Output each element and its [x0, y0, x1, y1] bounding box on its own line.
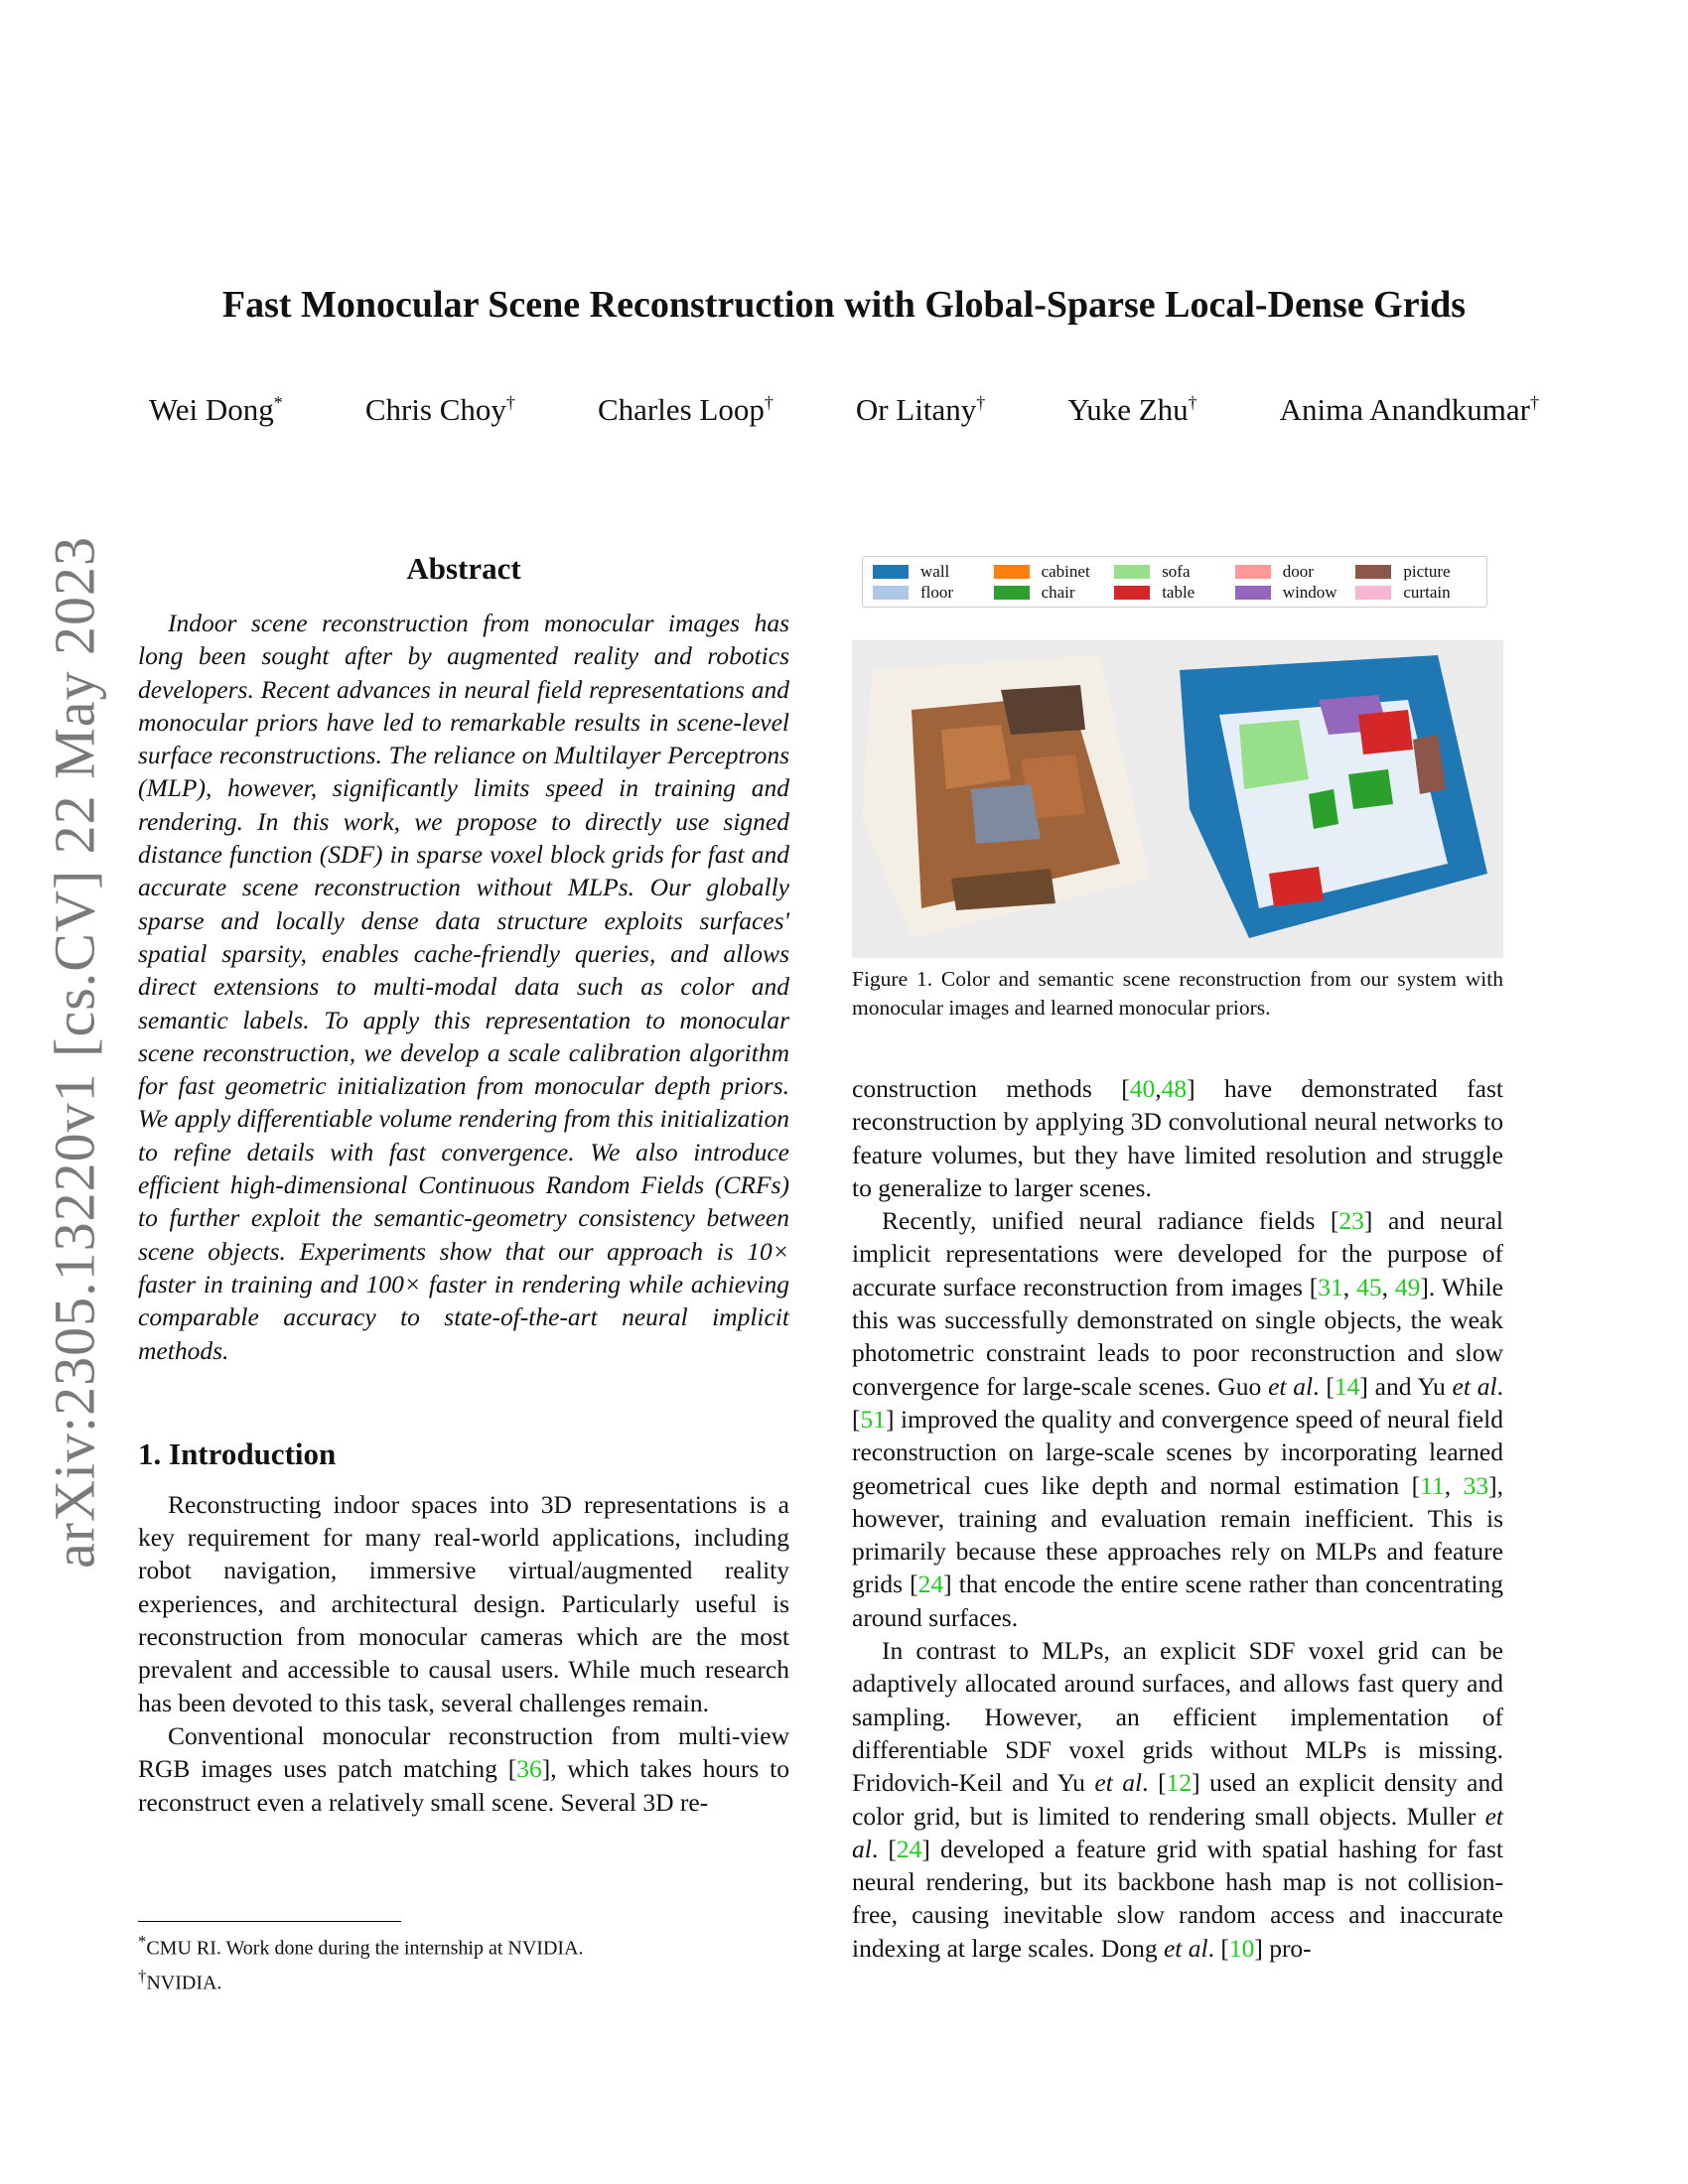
citation-link[interactable]: 24 [896, 1834, 922, 1863]
text-run: , [1155, 1074, 1162, 1103]
legend-label: sofa [1162, 561, 1191, 581]
abstract-heading: Abstract [406, 551, 521, 586]
legend-item-picture [1355, 561, 1477, 582]
legend-item-curtain [1355, 582, 1477, 603]
legend-swatch [994, 565, 1030, 579]
semantic-table [1358, 710, 1413, 754]
legend-item-chair [994, 582, 1115, 603]
right-paragraph-1 [852, 1072, 1503, 1204]
citation-link[interactable]: 23 [1338, 1206, 1364, 1236]
abstract-text: Indoor scene reconstruction from monocular images has long been sought after by augmented reality and robotics developers. Recent advances in neural field representations and monocular priors have led to remarkable results in scene-level surface reconstructions. The reliance on Multilayer Perceptrons (MLP), however, significantly limits speed in training and rendering. In this work, we propose to directly use signed distance function (SDF) in sparse voxel block grids for fast and accurate scene reconstruction without MLPs. Our globally sparse and locally dense data structure exploits surfaces' spatial sparsity, enables cache-friendly queries, and allows direct extensions to multi-modal data such as color and semantic labels. To apply this representation to monocular scene reconstruction, we develop a scale calibration algorithm for fast geometric initialization from monocular depth priors. We apply differentiable volume rendering from this initialization to refine details with fast convergence. We also introduce efficient high-dimensional Continuous Random Fields (CRFs) to further exploit the semantic-geometry consistency between scene objects. Experiments show that our approach is 10× faster in training and 100× faster in rendering while achieving comparable accuracy to state-of-the-art neural implicit methods. [138, 609, 789, 1365]
figure-1-image [852, 640, 1503, 958]
citation-link[interactable]: 36 [516, 1754, 542, 1784]
intro-paragraph-1: Reconstructing indoor spaces into 3D representations is a key requirement for many real-world applications, including robot navigation, immersive virtual/augmented reality experiences, and architectural design. Particularly useful is reconstruction from monocular cameras which are the most prevalent and accessible to causal users. While much research has been devoted to this task, several challenges remain. [138, 1489, 789, 1717]
text-run: ], however, training and evaluation remain inefficient. This is primarily because these approaches rely on MLPs and feature grids [ [852, 1470, 1503, 1599]
footnote-rule [138, 1921, 401, 1922]
color-room-rug [971, 784, 1041, 844]
legend-swatch [1114, 586, 1150, 600]
author-name: Charles Loop† [597, 392, 774, 427]
text-run: ] and Yu [1359, 1371, 1453, 1401]
color-room-sofa [941, 725, 1011, 789]
text-run: , [1381, 1272, 1395, 1301]
legend-swatch [994, 586, 1030, 600]
text-run: . [ [852, 1371, 1503, 1433]
footnote-1 [138, 1928, 789, 1963]
legend-item-window [1235, 582, 1356, 603]
affiliation-mark: † [1529, 392, 1539, 413]
text-run: . [ [871, 1834, 897, 1863]
citation-link[interactable]: 49 [1394, 1272, 1421, 1301]
affiliation-mark: † [976, 392, 986, 413]
text-run: construction methods [ [852, 1074, 1130, 1103]
paper-title: Fast Monocular Scene Reconstruction with Global-Sparse Local-Dense Grids [221, 284, 1467, 326]
right-paragraph-3 [852, 1634, 1503, 1965]
figure-1-caption: Figure 1. Color and semantic scene reconstruction from our system with monocular images and learned monocular priors. [852, 967, 1503, 1020]
italic-text: et al [1163, 1933, 1208, 1963]
semantic-chair-2 [1309, 789, 1338, 829]
legend-swatch [1235, 565, 1271, 579]
citation-link[interactable]: 12 [1166, 1768, 1193, 1798]
affiliation-mark: † [505, 392, 515, 413]
citation-link[interactable]: 24 [917, 1570, 944, 1599]
arxiv-identifier: arXiv:2305.13220v1 [cs.CV] 22 May 2023 [42, 535, 107, 1570]
legend-label: door [1282, 561, 1314, 581]
footnote-2 [138, 1963, 789, 1997]
italic-text: et al [1452, 1371, 1497, 1401]
legend-label: table [1162, 582, 1196, 602]
italic-text: et al [1268, 1371, 1314, 1401]
citation-link[interactable]: 51 [860, 1404, 886, 1433]
legend-item-floor [873, 582, 994, 603]
legend-label: wall [920, 561, 950, 581]
citation-link[interactable]: 45 [1356, 1272, 1382, 1301]
footnotes [138, 1921, 789, 1996]
citation-link[interactable]: 33 [1463, 1470, 1489, 1500]
semantic-chair [1348, 769, 1393, 809]
text-run: ]. While this was successfully demonstrated on single objects, the weak photometric constraint leads to poor reconstruction and slow convergence for large-scale scenes. Guo [852, 1272, 1504, 1401]
legend-label: picture [1403, 561, 1451, 581]
citation-link[interactable]: 14 [1334, 1371, 1360, 1401]
footnote-mark: * [138, 1932, 147, 1951]
text-run: , [1444, 1470, 1464, 1500]
citation-link[interactable]: 11 [1420, 1470, 1445, 1500]
author-name: Or Litany† [855, 392, 986, 427]
right-paragraph-2 [852, 1204, 1503, 1634]
legend-label: floor [920, 582, 954, 602]
text-run: ] have demonstrated fast reconstruction by applying 3D convolutional neural networks to feature volumes, but they have limited resolution and struggle to generalize to larger scenes. [852, 1074, 1503, 1202]
italic-text: et al [1094, 1768, 1143, 1798]
legend-swatch [1114, 565, 1150, 579]
citation-link[interactable]: 10 [1228, 1933, 1255, 1963]
legend-swatch [873, 586, 909, 600]
legend-item-cabinet [994, 561, 1115, 582]
legend-item-table [1114, 582, 1235, 603]
legend-item-sofa [1114, 561, 1235, 582]
semantic-sofa [1239, 720, 1309, 789]
footnote-text: NVIDIA. [146, 1972, 222, 1994]
legend-item-door [1235, 561, 1356, 582]
author-name: Anima Anandkumar† [1279, 392, 1539, 427]
right-column [852, 1072, 1503, 1965]
author-list [149, 392, 1539, 428]
text-run: ] improved the quality and convergence speed of neural field reconstruction on large-scale scenes by incorporating learned geometrical cues like depth and normal estimation [ [852, 1404, 1503, 1500]
left-column [138, 551, 789, 1819]
text-run: Recently, unified neural radiance fields [ [882, 1206, 1339, 1236]
legend-swatch [1355, 586, 1391, 600]
legend-item-wall [873, 561, 994, 582]
footnote-mark: † [138, 1966, 147, 1985]
author-name: Yuke Zhu† [1067, 392, 1197, 427]
text-run: ] that encode the entire scene rather than concentrating around surfaces. [852, 1570, 1503, 1632]
semantic-table-2 [1269, 867, 1324, 906]
text-run: . [ [1313, 1371, 1335, 1401]
author-name: Wei Dong* [149, 392, 283, 427]
affiliation-mark: † [1188, 392, 1197, 413]
legend-swatch [873, 565, 909, 579]
text-run: , [1342, 1272, 1357, 1301]
citation-link[interactable]: 48 [1161, 1074, 1188, 1103]
citation-link[interactable]: 31 [1318, 1272, 1343, 1301]
legend-swatch [1235, 586, 1271, 600]
text-run: ] developed a feature grid with spatial hashing for fast neural rendering, but its backbone hash map is not collision-free, causing inevitable slow random access and inaccurate indexing at large scales. Dong [852, 1834, 1503, 1963]
legend-swatch [1355, 565, 1391, 579]
text-run: ] pro- [1254, 1933, 1312, 1963]
legend-label: window [1282, 582, 1337, 602]
legend-label: chair [1041, 582, 1075, 602]
arxiv-side-stamp [20, 535, 129, 1570]
affiliation-mark: † [764, 392, 774, 413]
affiliation-mark: * [273, 392, 283, 413]
text-run: . [ [1207, 1933, 1229, 1963]
intro-paragraph-2 [138, 1719, 789, 1819]
text-run: ] used an explicit density and color grid, but is limited to rendering small objects. Muller [852, 1768, 1503, 1831]
text-run: ] and neural implicit representations were developed for the purpose of accurate surface reconstruction from images [ [852, 1206, 1503, 1301]
italic-text: et al [852, 1801, 1503, 1863]
legend-label: curtain [1403, 582, 1451, 602]
color-room-shelf [1001, 685, 1085, 735]
text-run: Conventional monocular reconstruction from multi-view RGB images uses patch matching [ [138, 1720, 789, 1784]
legend-label: cabinet [1041, 561, 1090, 581]
figure-legend [862, 556, 1487, 608]
section-heading-introduction: 1. Introduction [138, 1435, 337, 1471]
text-run: In contrast to MLPs, an explicit SDF voxel grid can be adaptively allocated around surfaces, and allows fast query and sampling. However, an efficient implementation of differentiable SDF voxel grids without MLPs is missing. Fridovich-Keil and Yu [852, 1636, 1503, 1798]
text-run: . [ [1142, 1768, 1167, 1798]
scene-reconstruction-illustration [852, 640, 1503, 958]
footnote-text: CMU RI. Work done during the internship at NVIDIA. [146, 1937, 584, 1960]
text-run: ], which takes hours to reconstruct even a relatively small scene. Several 3D re- [138, 1754, 789, 1817]
citation-link[interactable]: 40 [1129, 1074, 1156, 1103]
author-name: Chris Choy† [364, 392, 515, 427]
